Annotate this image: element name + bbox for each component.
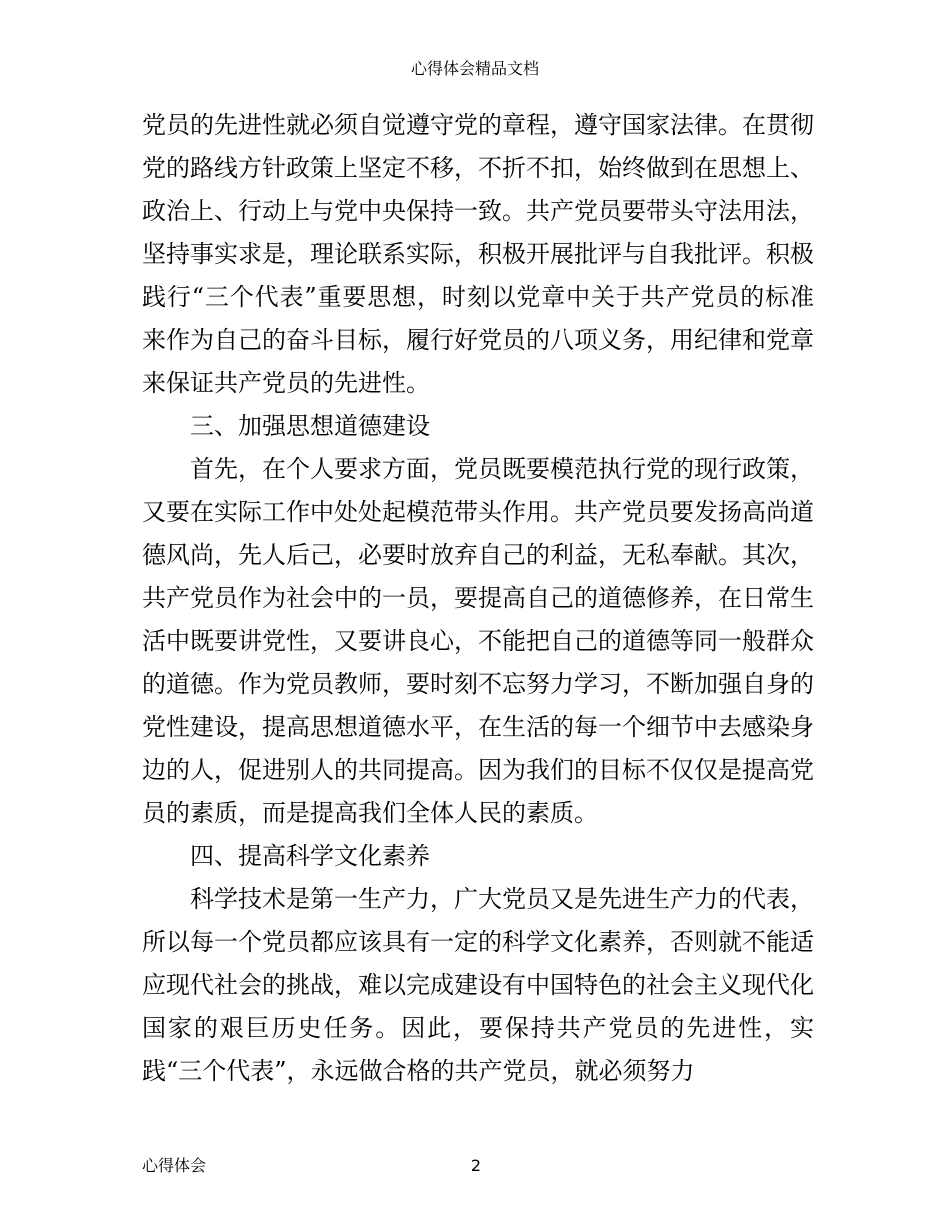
footer-label: 心得体会 [142,1156,207,1175]
paragraph-moral-construction: 首先，在个人要求方面，党员既要模范执行党的现行政策，又要在实际工作中处处起模范带头作用。共产党员要发扬高尚道德风尚，先人后己，必要时放弃自己的利益，无私奉献。其次，共产党员作为社会中的一员，要提高自己的道德修养，在日常生活中既要讲党性，又要讲良心，不能把自己的道德等同一般群众的道德。作为党员教师，要时刻不忘努力学习，不断加强自身的党性建设，提高思想道德水平，在生活的每一个细节中去感染身边的人，促进别人的共同提高。因为我们的目标不仅仅是提高党员的素质，而是提高我们全体人民的素质。 [142,455,814,827]
paragraph-continuation: 党员的先进性就必须自觉遵守党的章程，遵守国家法律。在贯彻党的路线方针政策上坚定不移，不折不扣，始终做到在思想上、政治上、行动上与党中央保持一致。共产党员要带头守法用法，坚持事实求是，理论联系实际，积极开展批评与自我批评。积极践行“三个代表”重要思想，时刻以党章中关于共产党员的标准来作为自己的奋斗目标，履行好党员的八项义务，用纪律和党章来保证共产党员的先进性。 [142,111,814,397]
page-number: 2 [470,1156,482,1175]
section-heading-3: 三、加强思想道德建设 [190,412,430,440]
paragraph-science-culture: 科学技术是第一生产力，广大党员又是先进生产力的代表，所以每一个党员都应该具有一定的科学文化素养，否则就不能适应现代社会的挑战，难以完成建设有中国特色的社会主义现代化国家的艰巨历史任务。因此，要保持共产党员的先进性，实践“三个代表”，永远做合格的共产党员，就必须努力 [142,885,814,1085]
document-body [142,104,814,1093]
document-header-title: 心得体会精品文档 [410,59,539,78]
section-heading-4: 四、提高科学文化素养 [190,842,430,870]
